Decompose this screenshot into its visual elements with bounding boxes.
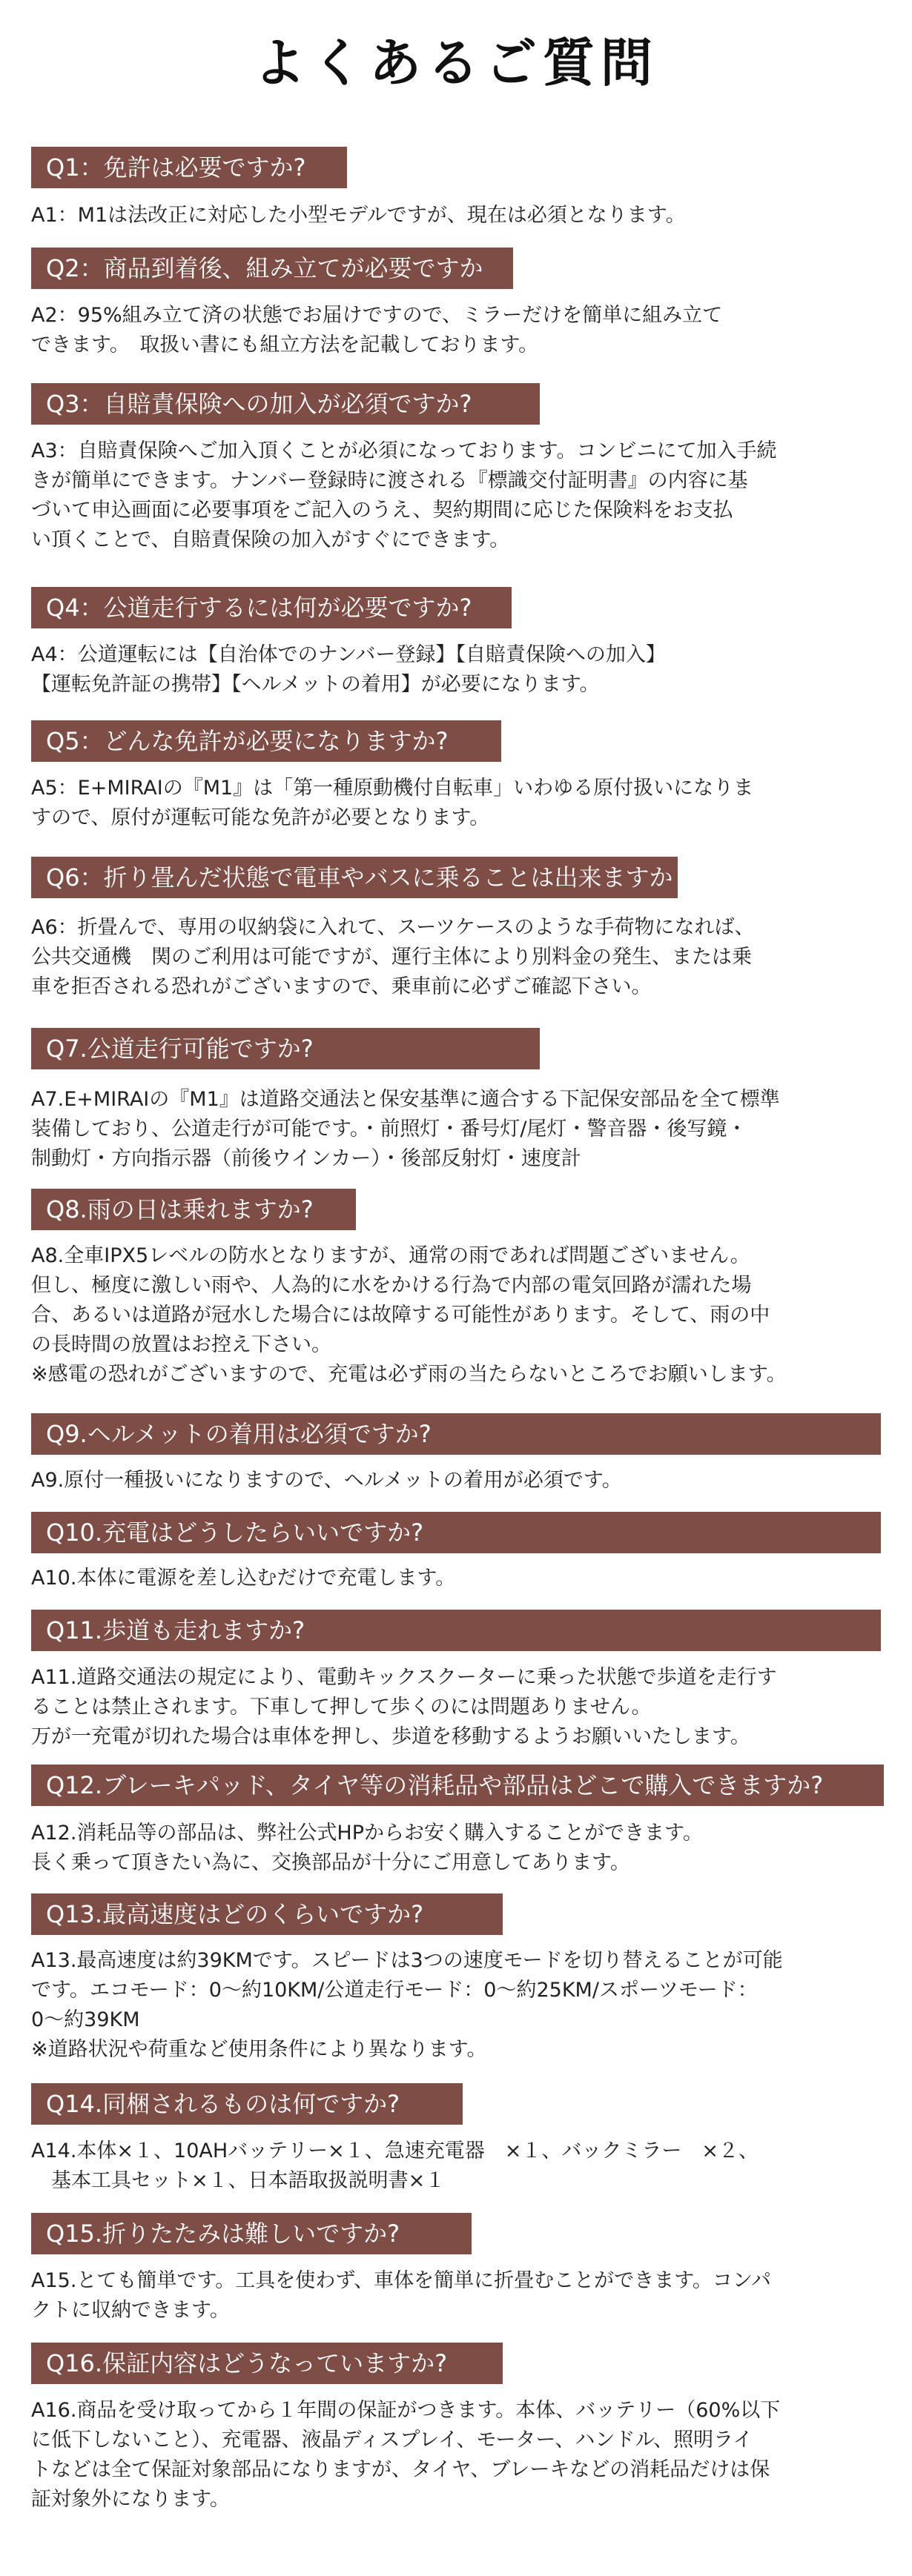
question-7: Q7.公道走行可能ですか? [31, 1028, 540, 1069]
answer-line: きが簡単にできます。ナンバー登録時に渡される『標識交付証明書』の内容に基 [31, 469, 748, 492]
question-16: Q16.保証内容はどうなっていますか? [31, 2343, 503, 2384]
answer-line: A3：自賠責保険へご加入頂くことが必須になっております。コンビニにて加入手続 [31, 439, 777, 462]
answer-line: A8.全車IPX5レベルの防水となりますが、通常の雨であれば問題ございません。 [31, 1244, 750, 1267]
question-4: Q4：公道走行するには何が必要ですか? [31, 587, 512, 628]
answer-line: 合、あるいは道路が冠水した場合には故障する可能性があります。そして、雨の中 [31, 1304, 770, 1327]
answer-12 [31, 1819, 884, 1878]
question-15: Q15.折りたたみは難しいですか? [31, 2213, 472, 2254]
answer-line: A7.E+MIRAIの『M1』は道路交通法と保安基準に適合する下記保安部品を全て標準 [31, 1088, 780, 1111]
question-2: Q2：商品到着後、組み立てが必要ですか [31, 248, 513, 289]
answer-line: A1：M1は法改正に対応した小型モデルですが、現在は必須となります。 [31, 204, 686, 227]
question-12: Q12.ブレーキパッド、タイヤ等の消耗品や部品はどこで購入できますか? [31, 1765, 884, 1806]
answer-5 [31, 774, 884, 833]
question-10: Q10.充電はどうしたらいいですか? [31, 1512, 881, 1553]
answer-line: A16.商品を受け取ってから１年間の保証がつきます。本体、バッテリー（60%以下 [31, 2399, 781, 2422]
answer-line: A4：公道運転には【自治体でのナンバー登録】【自賠責保険への加入】 [31, 643, 666, 666]
answer-6 [31, 913, 884, 1002]
answer-8 [31, 1241, 884, 1390]
answer-line: 【運転免許証の携帯】【ヘルメットの着用】が必要になります。 [31, 673, 600, 696]
answer-14 [31, 2137, 884, 2196]
answer-line: すので、原付が運転可能な免許が必要となります。 [31, 806, 490, 829]
answer-line: 公共交通機 関のご利用は可能ですが、運行主体により別料金の発生、または乗 [31, 946, 752, 969]
answer-13 [31, 1946, 884, 2065]
answer-line: い頂くことで、自賠責保険の加入がすぐにできます。 [31, 528, 510, 551]
answer-line: トなどは全て保証対象部品になりますが、タイヤ、ブレーキなどの消耗品だけは保 [31, 2458, 770, 2481]
answer-10 [31, 1564, 884, 1593]
answer-line: 制動灯・方向指示器（前後ウインカー）・後部反射灯・速度計 [31, 1147, 581, 1170]
answer-line: に低下しないこと）、充電器、液晶ディスプレイ、モーター、ハンドル、照明ライ [31, 2429, 753, 2451]
question-5: Q5：どんな免許が必要になりますか? [31, 720, 501, 762]
answer-11 [31, 1663, 884, 1752]
answer-line: A11.道路交通法の規定により、電動キックスクーターに乗った状態で歩道を走行す [31, 1666, 777, 1689]
answer-line: 基本工具セット×１、日本語取扱説明書×１ [31, 2169, 446, 2192]
answer-line: 車を拒否される恐れがございますので、乗車前に必ずご確認下さい。 [31, 975, 652, 998]
answer-1 [31, 201, 884, 230]
answer-line: 0〜約39KM [31, 2008, 140, 2031]
answer-line: づいて申込画面に必要事項をご記入のうえ、契約期間に応じた保険料をお支払 [31, 499, 733, 522]
answer-line: 長く乗って頂きたい為に、交換部品が十分にご用意してあります。 [31, 1851, 630, 1874]
answer-line: A5：E+MIRAIの『M1』は「第一種原動機付自転車」いわゆる原付扱いになりま [31, 777, 754, 800]
answer-line: 装備しており、公道走行が可能です。・前照灯・番号灯/尾灯・警音器・後写鏡・ [31, 1118, 747, 1141]
answer-line: A6：折畳んで、専用の収納袋に入れて、スーツケースのような手荷物になれば、 [31, 916, 755, 939]
answer-line: の長時間の放置はお控え下さい。 [31, 1333, 331, 1356]
answer-line: A2：95%組み立て済の状態でお届けですので、ミラーだけを簡単に組み立て [31, 304, 723, 327]
answer-line: です。エコモード：0〜約10KM/公道走行モード：0〜約25KM/スポーツモード： [31, 1979, 758, 2002]
answer-3 [31, 436, 884, 555]
answer-line: できます。 取扱い書にも組立方法を記載しております。 [31, 333, 539, 356]
answer-7 [31, 1085, 884, 1174]
answer-line: 証対象外になります。 [31, 2488, 230, 2511]
question-11: Q11.歩道も走れますか? [31, 1610, 881, 1651]
answer-2 [31, 301, 884, 360]
answer-line: ※感電の恐れがございますので、充電は必ず雨の当たらないところでお願いします。 [31, 1363, 787, 1386]
question-1: Q1：免許は必要ですか? [31, 147, 347, 188]
question-9: Q9.ヘルメットの着用は必須ですか? [31, 1413, 881, 1455]
answer-line: ることは禁止されます。下車して押して歩くのには問題ありません。 [31, 1696, 652, 1719]
question-13: Q13.最高速度はどのくらいですか? [31, 1893, 503, 1935]
answer-line: A10.本体に電源を差し込むだけで充電します。 [31, 1567, 456, 1590]
answer-line: A12.消耗品等の部品は、弊社公式HPからお安く購入することができます。 [31, 1822, 703, 1845]
answer-9 [31, 1466, 884, 1496]
answer-line: A9.原付一種扱いになりますので、ヘルメットの着用が必須です。 [31, 1469, 622, 1492]
answer-line: 万が一充電が切れた場合は車体を押し、歩道を移動するようお願いいたします。 [31, 1725, 750, 1748]
answer-line: A14.本体×１、10AHバッテリー×１、急速充電器 ×１、バックミラー ×２、 [31, 2140, 759, 2162]
page-title: よくあるご質問 [254, 33, 658, 93]
answer-15 [31, 2266, 884, 2326]
question-8: Q8.雨の日は乗れますか? [31, 1189, 356, 1230]
question-6: Q6：折り畳んだ状態で電車やバスに乗ることは出来ますか [31, 857, 678, 898]
answer-line: ※道路状況や荷重など使用条件により異なります。 [31, 2038, 487, 2061]
answer-16 [31, 2396, 884, 2514]
question-3: Q3：自賠責保険への加入が必須ですか? [31, 383, 540, 425]
answer-line: A13.最高速度は約39KMです。スピードは3つの速度モードを切り替えることが可能 [31, 1949, 783, 1972]
answer-line: 但し、極度に激しい雨や、人為的に水をかける行為で内部の電気回路が濡れた場 [31, 1274, 752, 1297]
question-14: Q14.同梱されるものは何ですか? [31, 2083, 463, 2125]
answer-line: A15.とても簡単です。工具を使わず、車体を簡単に折畳むことができます。コンパ [31, 2269, 772, 2292]
answer-line: クトに収納できます。 [31, 2299, 230, 2322]
answer-4 [31, 640, 884, 700]
